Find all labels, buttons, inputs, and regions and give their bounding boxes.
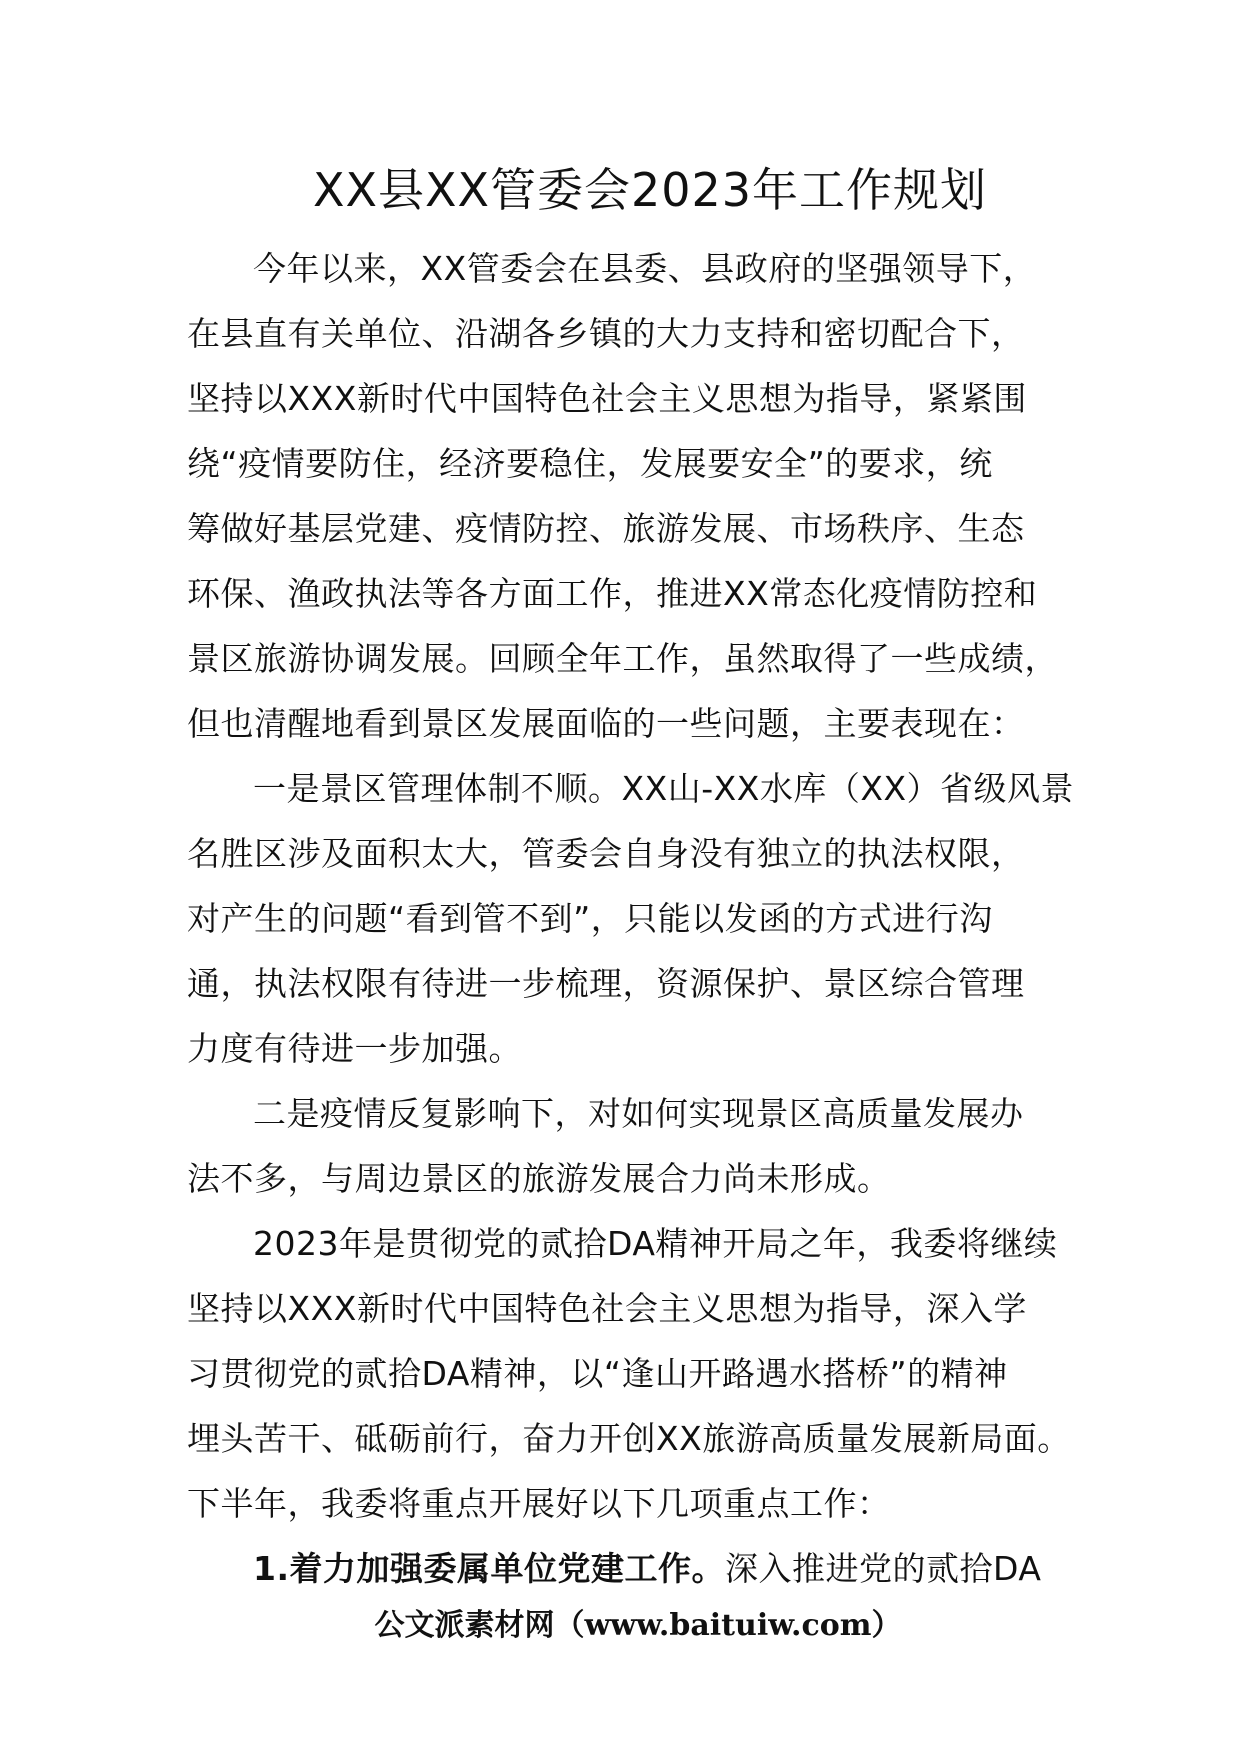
paragraph-line: 筹做好基层党建、疫情防控、旅游发展、市场秩序、生态	[187, 509, 1025, 548]
paragraph-line: 力度有待进一步加强。	[187, 1029, 522, 1068]
paragraph-line: 绕“疫情要防住，经济要稳住，发展要安全”的要求，统	[187, 444, 993, 483]
paragraph-line: 环保、渔政执法等各方面工作，推进XX常态化疫情防控和	[187, 574, 1038, 613]
footer-watermark: 公文派素材网（www.baituiw.com）	[374, 1608, 902, 1643]
paragraph-line: 二是疫情反复影响下，对如何实现景区高质量发展办	[253, 1094, 1024, 1133]
paragraph-line	[187, 1536, 1067, 1601]
paragraph-line: 坚持以XXX新时代中国特色社会主义思想为指导，紧紧围	[187, 379, 1027, 418]
paragraph-line: 景区旅游协调发展。回顾全年工作，虽然取得了一些成绩，	[187, 639, 1058, 678]
document-title: XX县XX管委会2023年工作规划	[312, 163, 988, 217]
paragraph-line: 下半年，我委将重点开展好以下几项重点工作：	[187, 1484, 891, 1523]
paragraph-line: 埋头苦干、砥砺前行，奋力开创XX旅游高质量发展新局面。	[187, 1419, 1071, 1458]
paragraph-line: 坚持以XXX新时代中国特色社会主义思想为指导，深入学	[187, 1289, 1027, 1328]
paragraph-line: 通，执法权限有待进一步梳理，资源保护、景区综合管理	[187, 964, 1025, 1003]
document-body	[187, 236, 1075, 1601]
paragraph-line: 今年以来，XX管委会在县委、县政府的坚强领导下，	[253, 249, 1037, 288]
paragraph-line: 但也清醒地看到景区发展面临的一些问题，主要表现在：	[187, 704, 1025, 743]
paragraph-line: 一是景区管理体制不顺。XX山-XX水库（XX）省级风景	[253, 769, 1075, 808]
paragraph-line: 2023年是贯彻党的贰拾DA精神开局之年，我委将继续	[253, 1224, 1058, 1263]
paragraph-line: 名胜区涉及面积太大，管委会自身没有独立的执法权限，	[187, 834, 1025, 873]
paragraph-text: 深入推进党的贰拾DA	[725, 1549, 1042, 1588]
paragraph-line: 对产生的问题“看到管不到”，只能以发函的方式进行沟	[187, 899, 993, 938]
section-heading: 1.着力加强委属单位党建工作。	[253, 1549, 725, 1588]
paragraph-line: 在县直有关单位、沿湖各乡镇的大力支持和密切配合下，	[187, 314, 1025, 353]
paragraph-line: 习贯彻党的贰拾DA精神，以“逢山开路遇水搭桥”的精神	[187, 1354, 1008, 1393]
paragraph-line: 法不多，与周边景区的旅游发展合力尚未形成。	[187, 1159, 891, 1198]
